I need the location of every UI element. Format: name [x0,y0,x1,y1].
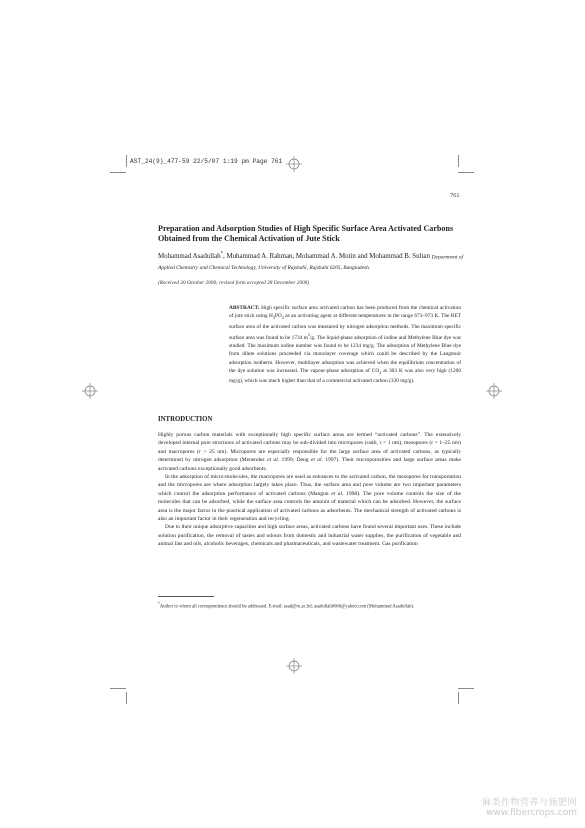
abstract [229,304,461,386]
article-title: Preparation and Adsorption Studies of High Specific Surface Area Activated Carbons Obtained from the Chemical Activation of Jute Stick [158,224,454,243]
formula-co2: $CO_2$ [371,367,382,375]
abstract-text-3: . The liquid-phase adsorption of iodine and Methylene Blue dye was studied. The maximum iodine number was found to be 1234 mg/g. The adsorption of Methylene Blue dye from dilute solutions proceeded via monolayer coverage which could be described by the Langmuir adsorption isotherm. However, multilayer adsorption was achieved when the equilibrium concentration of the dye solution was increased. The vapour-phase adsorption of [229,334,461,374]
watermark-url: www.fibercrops.com [486,808,577,818]
formula-h3po4: $H_3PO_4$ [269,313,284,321]
author-block [158,250,463,273]
affiliation: Department of Applied Chemistry and Chemical Technology, University of Rajshahi, Rajshahi 6205, Bangladesh. [158,254,463,271]
received-dates: (Received 30 October 2006; revised form accepted 28 December 2006) [158,280,310,286]
registration-mark-right [486,383,502,399]
author-list: Mohammad Asadullah*, Muhammad A. Rahman, Mohammad A. Motin and Mohammad B. Sultan [158,252,430,261]
footnote-divider [158,596,214,597]
abstract-label: ABSTRACT: [229,305,260,311]
registration-mark-top [286,156,302,172]
print-slug: AST_24(9)_477-59 22/5/07 1:19 pm Page 761 [130,158,283,165]
abstract-text-4: at 303 K was also very high (1200 mg/g), which was much higher than that of a commercial activated carbon (330 mg/g). [229,367,461,385]
abstract-text-2: as an activating agent at different temperatures in the range 673–973 K. The BET surface area of the activated carbon was measured by nitrogen adsorption methods. The maximum specific surface area was found to be 1734 [229,313,461,341]
watermark [482,798,577,818]
section-heading-introduction: INTRODUCTION [158,416,213,423]
introduction-body [158,431,461,549]
paragraph-2: In the adsorption of micro-molecules, the macropores are used as entrances to the activated carbon, the mesopores for transportation and the micropores are where adsorption largely takes place. Thus, the surface area and pore volume are two important parameters which control the adsorption performance of activated carbons (Mangun et al. 1998). The pore volume controls the size of the molecules that can be adsorbed, while the surface area controls the amount of material which can be adsorbed. However, the surface area is the major factor in the practical application of activated carbons as adsorbents. The mechanical strength of activated carbons is also an important factor in their regeneration and recycling. [158,474,461,523]
paragraph-1: Highly porous carbon materials with exceptionally high specific surface areas are termed “activated carbons”. The extensively developed internal pore structures of activated carbons may be sub-divided into micropores (radii, r < 1 nm), mesopores (r = 1–25 nm) and macropores (r > 25 nm). Micropores are especially responsible for the large surface area of activated carbons, as typically determined by nitrogen adsorption (Menendez et al. 1999; Deng et al. 1997). Their microporosities and large surface areas make activated carbons exceptionally good adsorbents. [158,432,461,472]
paragraph-3: Due to their unique adsorptive capacities and high surface areas, activated carbons have found several important uses. These include solution purification, the removal of tastes and odours from domestic and industrial water supplies, the purification of vegetable and animal fats and oils, alcoholic beverages, chemicals and pharmaceuticals, and wastewater treatment. Gas purification [158,524,461,548]
footnote: *Author to whom all correspondence should be addressed. E-mail: asad@ru.ac.bd; asadullah6666@yahoo.com (Mohammad Asadullah). [158,602,415,610]
page-number: 761 [450,192,460,199]
registration-mark-left [82,383,98,399]
unit-m2g: $m^2/g$ [303,332,314,341]
registration-mark-bottom [286,658,302,674]
abstract-text-1: High specific surface area activated carbon has been produced from the chemical activation of jute stick using [229,305,461,320]
watermark-cn: 麻类作物营养与施肥网 [481,798,577,808]
